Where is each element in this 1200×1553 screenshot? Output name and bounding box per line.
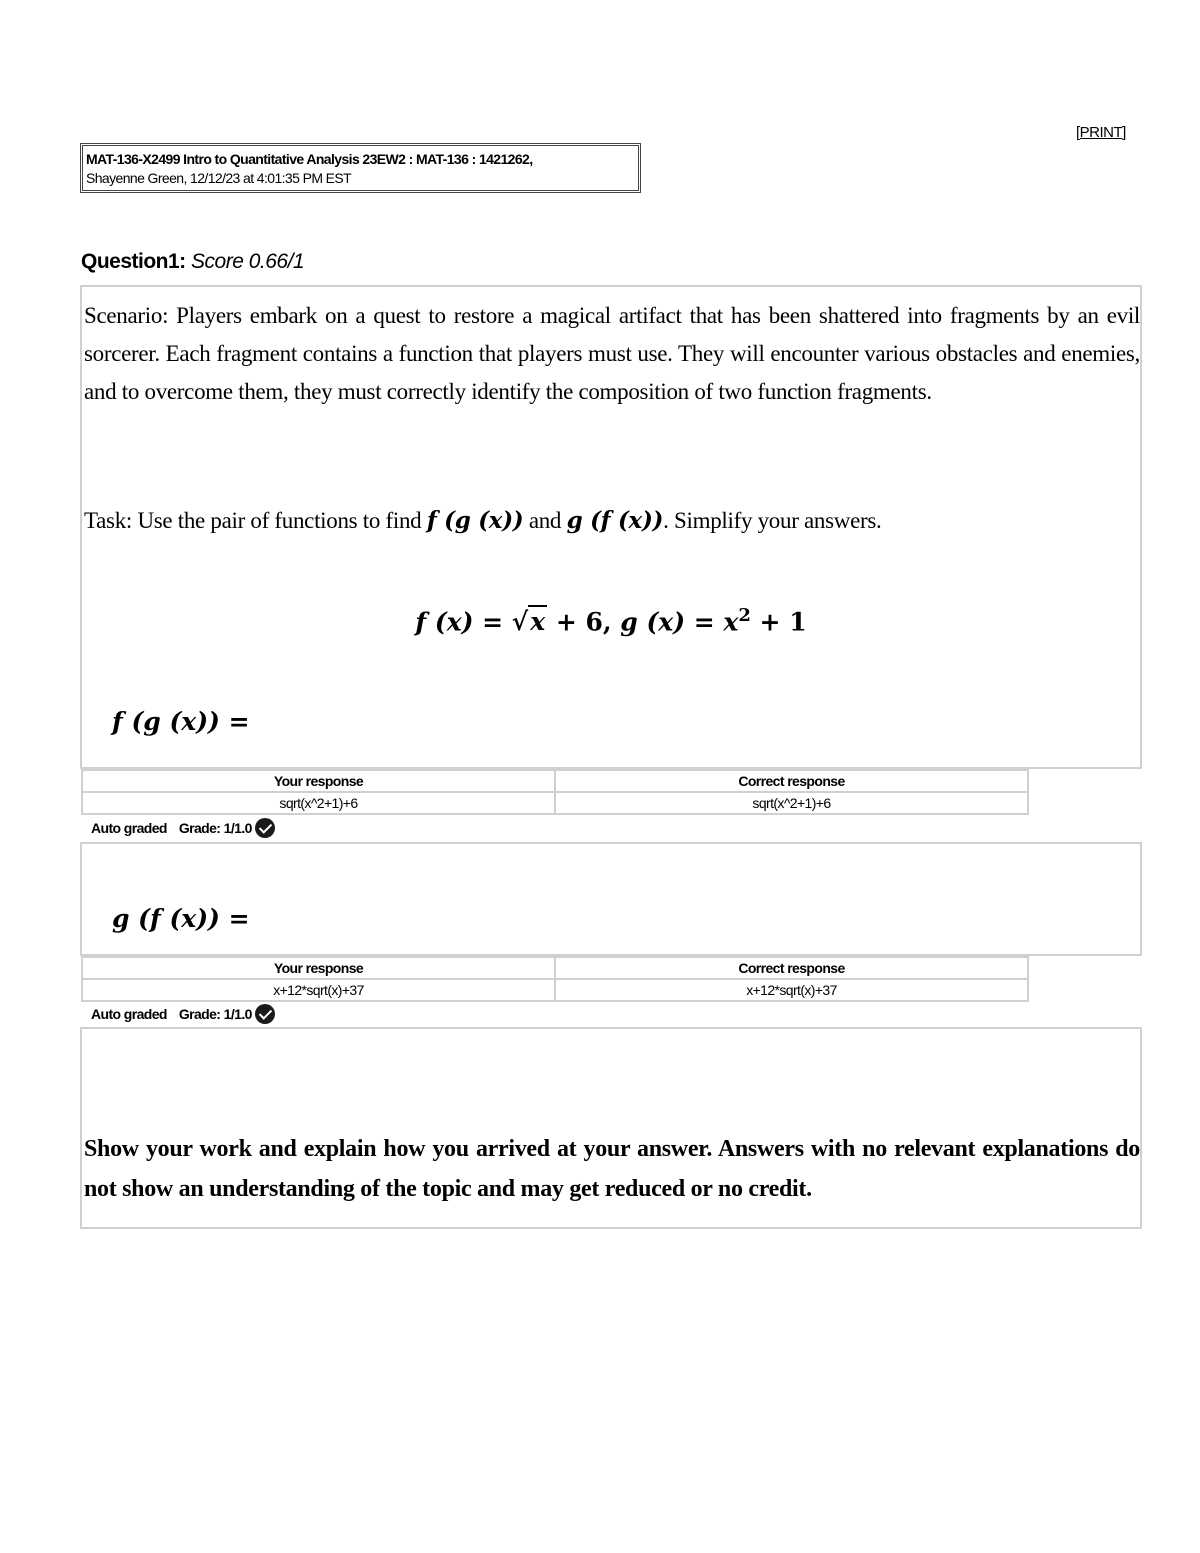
question-panel bbox=[80, 285, 1142, 769]
eq-g-lhs: g (x) = x bbox=[620, 607, 739, 637]
instructions-text: Show your work and explain how you arrived at your answer. Answers with no relevant explanations do not show an understanding of the topic and may get reduced or no credit. bbox=[84, 1136, 1140, 1202]
task-expr-fg: f (g (x)) bbox=[426, 507, 524, 534]
instructions-panel bbox=[80, 1027, 1142, 1229]
eq-g-exponent: 2 bbox=[738, 605, 751, 626]
part1-grade bbox=[91, 818, 275, 838]
correct-response-value: x+12*sqrt(x)+37 bbox=[555, 979, 1028, 1001]
check-circle-icon bbox=[255, 1004, 275, 1024]
part2-panel bbox=[80, 842, 1142, 956]
task-and: and bbox=[528, 508, 562, 533]
your-response-value: sqrt(x^2+1)+6 bbox=[82, 792, 555, 814]
sqrt-sign: √ bbox=[511, 607, 529, 637]
question-label: Question1: bbox=[81, 250, 186, 273]
sqrt-radicand: x bbox=[530, 607, 546, 637]
correct-response-header: Correct response bbox=[555, 770, 1028, 792]
correct-response-header: Correct response bbox=[555, 957, 1028, 979]
function-equations bbox=[82, 605, 1140, 637]
part1-response-table bbox=[81, 769, 1029, 815]
sqrt-symbol bbox=[512, 607, 547, 637]
eq-f-rest: + 6, bbox=[547, 607, 621, 637]
print-link[interactable]: [PRINT] bbox=[1076, 124, 1126, 141]
auto-graded-label: Auto graded bbox=[91, 1006, 167, 1022]
eq-f-lhs: f (x) = bbox=[415, 607, 512, 637]
part2-grade bbox=[91, 1004, 275, 1024]
course-line: MAT-136-X2499 Intro to Quantitative Analysis 23EW2 : MAT-136 : 1421262, bbox=[86, 151, 533, 167]
scenario-text: Scenario: Players embark on a quest to restore a magical artifact that has been shattered into fragments by an evil sorcerer. Each fragment contains a function that players must use. They will encounter various obstacles and enemies, and to overcome them, they must correctly identify the composition of two function fragments. bbox=[84, 303, 1140, 404]
task-suffix: . Simplify your answers. bbox=[663, 508, 882, 533]
task-prefix: Task: Use the pair of functions to find bbox=[84, 508, 422, 533]
part1-prompt: f (g (x)) = bbox=[112, 707, 250, 736]
part2-response-table bbox=[81, 956, 1029, 1002]
question-score: Score 0.66/1 bbox=[191, 250, 305, 273]
course-header bbox=[80, 143, 641, 193]
your-response-header: Your response bbox=[82, 957, 555, 979]
auto-graded-label: Auto graded bbox=[91, 820, 167, 836]
task-expr-gf: g (f (x)) bbox=[566, 507, 664, 534]
eq-g-rest: + 1 bbox=[750, 607, 807, 637]
question-title bbox=[81, 250, 304, 274]
your-response-value: x+12*sqrt(x)+37 bbox=[82, 979, 555, 1001]
correct-response-value: sqrt(x^2+1)+6 bbox=[555, 792, 1028, 814]
check-circle-icon bbox=[255, 818, 275, 838]
your-response-header: Your response bbox=[82, 770, 555, 792]
grade-value: Grade: 1/1.0 bbox=[178, 1006, 252, 1022]
part2-prompt: g (f (x)) = bbox=[112, 904, 250, 933]
student-line: Shayenne Green, 12/12/23 at 4:01:35 PM EST bbox=[86, 170, 352, 186]
task-text bbox=[84, 507, 881, 534]
grade-value: Grade: 1/1.0 bbox=[178, 820, 252, 836]
